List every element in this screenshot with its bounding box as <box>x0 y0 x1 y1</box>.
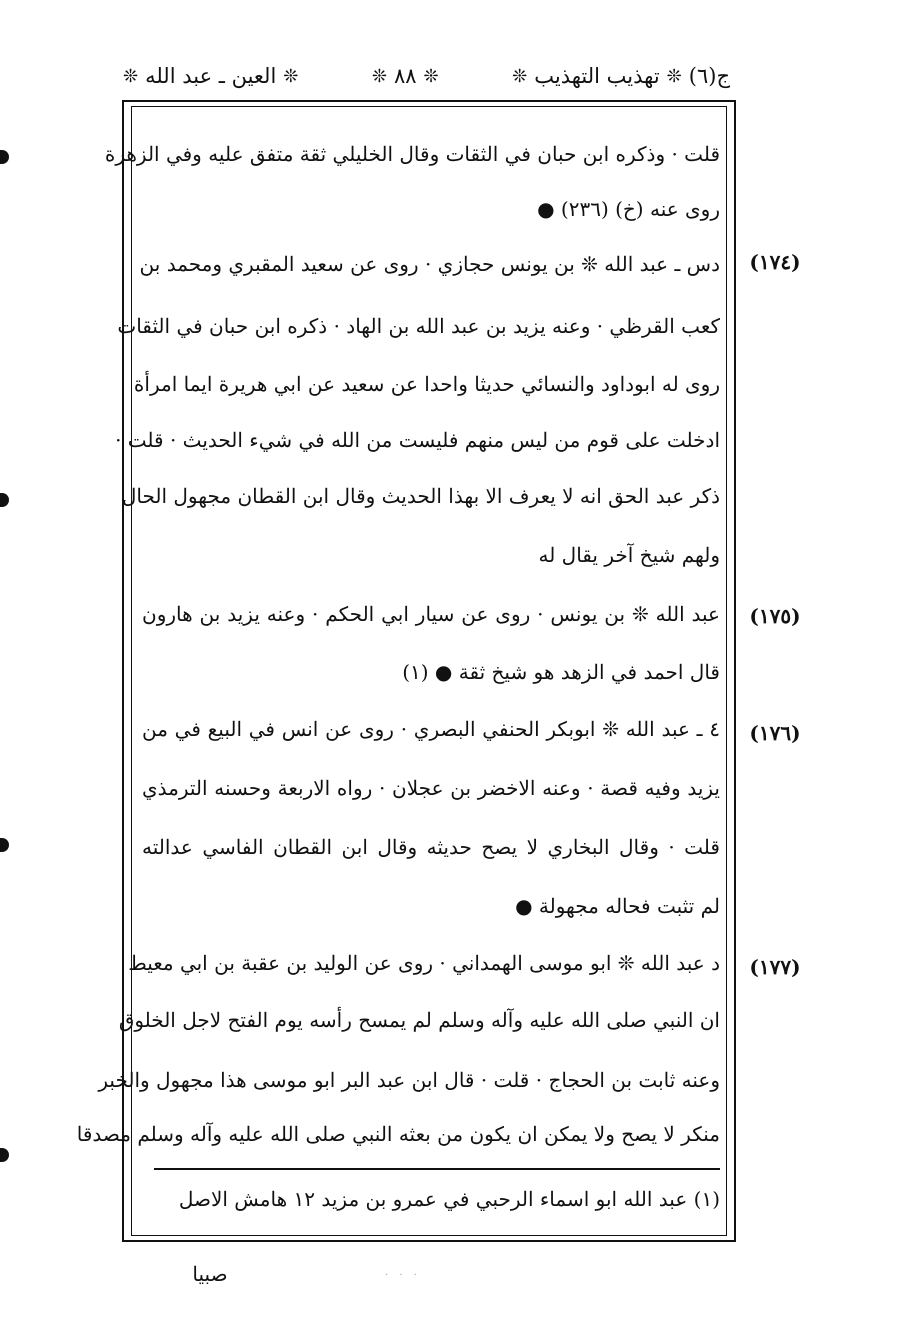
header-title: تهذيب التهذيب <box>534 64 660 88</box>
text-line: روى له ابوداود والنسائي حديثا واحدا عن سعيد عن ابي هريرة ايما امرأة <box>133 372 720 396</box>
ornament-icon: ❊ <box>123 65 139 87</box>
scan-mark <box>0 1148 9 1162</box>
scan-mark <box>0 150 9 164</box>
header-section-title: العين ـ عبد الله <box>145 64 277 88</box>
entry-number: (١٧٥) <box>749 604 801 628</box>
text-line: ان النبي صلى الله عليه وآله وسلم لم يمسح رأسه يوم الفتح لاجل الخلوق <box>118 1008 720 1032</box>
ornament-icon: ❊ <box>423 65 439 87</box>
header-section <box>120 64 301 88</box>
text-line: دس ـ عبد الله ❊ بن يونس حجازي · روى عن سعيد المقبري ومحمد بن <box>139 252 720 276</box>
scan-mark <box>0 838 9 852</box>
header-volume: ج(٦) <box>688 64 730 88</box>
text-line: قلت · وذكره ابن حبان في الثقات وقال الخليلي ثقة متفق عليه وفي الزهرة <box>104 142 720 166</box>
entry-number: (١٧٦) <box>749 721 801 745</box>
ornament-icon: ❊ <box>512 65 528 87</box>
entry-number: (١٧٧) <box>749 955 801 979</box>
bottom-dots: · · · <box>385 1270 421 1281</box>
header-volume-title <box>509 64 730 88</box>
text-line: لم تثبت فحاله مجهولة ● <box>515 894 720 918</box>
text-line: وعنه ثابت بن الحجاج · قلت · قال ابن عبد البر ابو موسى هذا مجهول والخبر <box>98 1068 720 1092</box>
text-line: ٤ ـ عبد الله ❊ ابوبكر الحنفي البصري · روى عن انس في البيع في من <box>142 717 720 741</box>
footnote: (١) عبد الله ابو اسماء الرحبي في عمرو بن مزيد ١٢ هامش الاصل <box>178 1187 720 1211</box>
bottom-word: صبيا <box>192 1262 228 1286</box>
entry-number: (١٧٤) <box>749 250 801 274</box>
text-line: قال احمد في الزهد هو شيخ ثقة ● (١) <box>402 660 720 684</box>
text-line: كعب القرظي · وعنه يزيد بن عبد الله بن الهاد · ذكره ابن حبان في الثقات <box>117 314 720 338</box>
ornament-icon: ❊ <box>371 65 387 87</box>
text-line: د عبد الله ❊ ابو موسى الهمداني · روى عن الوليد بن عقبة بن ابي معيط <box>128 951 720 975</box>
text-line: ذكر عبد الحق انه لا يعرف الا بهذا الحديث وقال ابن القطان مجهول الحال <box>121 484 720 508</box>
running-header <box>120 56 730 96</box>
page-number: ٨٨ <box>393 64 417 88</box>
footnote-rule <box>154 1168 720 1170</box>
text-line: قلت · وقال البخاري لا يصح حديثه وقال ابن القطان الفاسي عدالته <box>142 835 720 859</box>
text-line: ولهم شيخ آخر يقال له <box>538 543 720 567</box>
scan-mark <box>0 493 9 507</box>
text-line: يزيد وفيه قصة · وعنه الاخضر بن عجلان · رواه الاربعة وحسنه الترمذي <box>142 776 720 800</box>
ornament-icon: ❊ <box>666 65 682 87</box>
text-line: منكر لا يصح ولا يمكن ان يكون من بعثه النبي صلى الله عليه وآله وسلم مصدقا <box>76 1122 720 1146</box>
text-line: عبد الله ❊ بن يونس · روى عن سيار ابي الحكم · وعنه يزيد بن هارون <box>142 602 720 626</box>
text-line: ادخلت على قوم من ليس منهم فليست من الله في شيء الحديث · قلت · <box>115 428 720 452</box>
header-page <box>369 64 442 88</box>
text-line: روى عنه (خ) (٢٣٦) ● <box>537 197 720 221</box>
ornament-icon: ❊ <box>283 65 299 87</box>
